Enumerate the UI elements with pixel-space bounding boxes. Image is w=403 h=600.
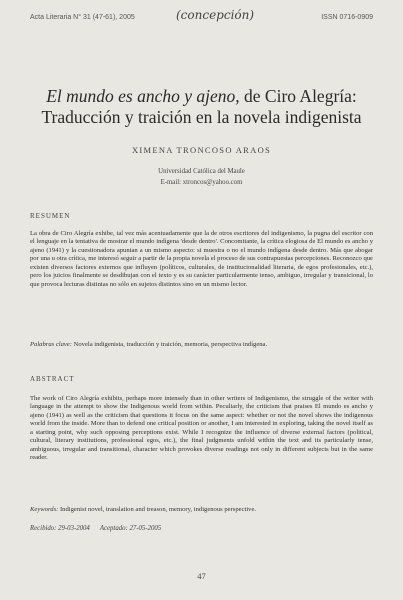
page-number: 47: [197, 571, 206, 581]
keywords-label-en: Keywords:: [30, 506, 59, 513]
author-affiliation-block: [0, 166, 403, 188]
title-line2: Traducción y traición en la novela indigenista: [41, 107, 362, 127]
resumen-heading: RESUMEN: [30, 212, 71, 220]
title-work-name: El mundo es ancho y ajeno,: [46, 86, 240, 106]
resumen-text: La obra de Ciro Alegría exhibe, tal vez más acentuadamente que la de otros escritores del indigenismo, la pugna del escritor con el lenguaje en la tentativa de mostrar el mundo indígena 'desde dentro'. Concomitante, la crítica elogiosa de El mundo es ancho y ajeno (1941) y la cuestionadora apuntan a un mismo aspecto: si muestra o no el mundo indígena desde dentro. Más que abogar por una u otra crítica, me interesó seguir a partir de la propia novela el proceso de sus contrapuestas percepciones. Reconozco que existen diversos factores externos que influyen (políticos, culturales, de institucionalidad literaria, de egos profesionales, etc.), pero los juicios finalmente se desdibujan con el texto y es su carácter particularmente tenso, ambiguo, irregular y transicional, lo que provoca lecturas distintas no sólo en sujetos distintos sino en un mismo lector.: [30, 230, 373, 288]
abstract-heading: ABSTRACT: [30, 375, 75, 383]
title-line1-rest: de Ciro Alegría:: [239, 86, 357, 106]
abstract-text: The work of Ciro Alegría exhibits, perhaps more intensely than in other writers of Indigenismo, the struggle of the writer with language in the attempt to show the Indigenous world from within. Peculiarly, the criticism that praises El mundo es ancho y ajeno (1941) as well as the criticism that questions it focus on the same aspect: whether or not the novel shows the indigenous world from the inside. More than to defend one critical position or another, I am interested in exploring, taking the novel itself as a starting point, why such opposing perceptions exist. While I recognize the influence of diverse external factors (political, cultural, literary institutions, professional egos, etc.), the final judgments unfold within the text and its particularly tense, ambiguous, irregular and transitional, character which provokes diverse readings not only in different subjects but in the same reader.: [30, 395, 373, 462]
issn-label: ISSN 0716-0909: [321, 14, 373, 21]
author-name: XIMENA TRONCOSO ARAOS: [131, 145, 272, 155]
abstract-keywords: [30, 506, 373, 513]
keywords-label-es: Palabras clave:: [30, 341, 72, 348]
keywords-es: Novela indigenista, traducción y traición, memoria, perspectiva indígena.: [71, 341, 268, 348]
journal-citation: Acta Literaria N° 31 (47-61), 2005: [30, 14, 135, 21]
resumen-keywords: [30, 341, 373, 348]
affiliation: Universidad Católica del Maule: [158, 168, 245, 175]
accepted-date: Aceptado: 27-05-2005: [99, 525, 162, 532]
author-email: E-mail: xtroncos@yahoo.com: [160, 179, 243, 186]
received-date: Recibido: 29-03-2004: [30, 525, 90, 532]
keywords-en: Indigenist novel, translation and treason, memory, indigenous perspective.: [58, 506, 257, 513]
handwritten-annotation: (concepción): [176, 8, 255, 22]
article-dates: [30, 525, 161, 532]
article-title: [30, 86, 373, 128]
